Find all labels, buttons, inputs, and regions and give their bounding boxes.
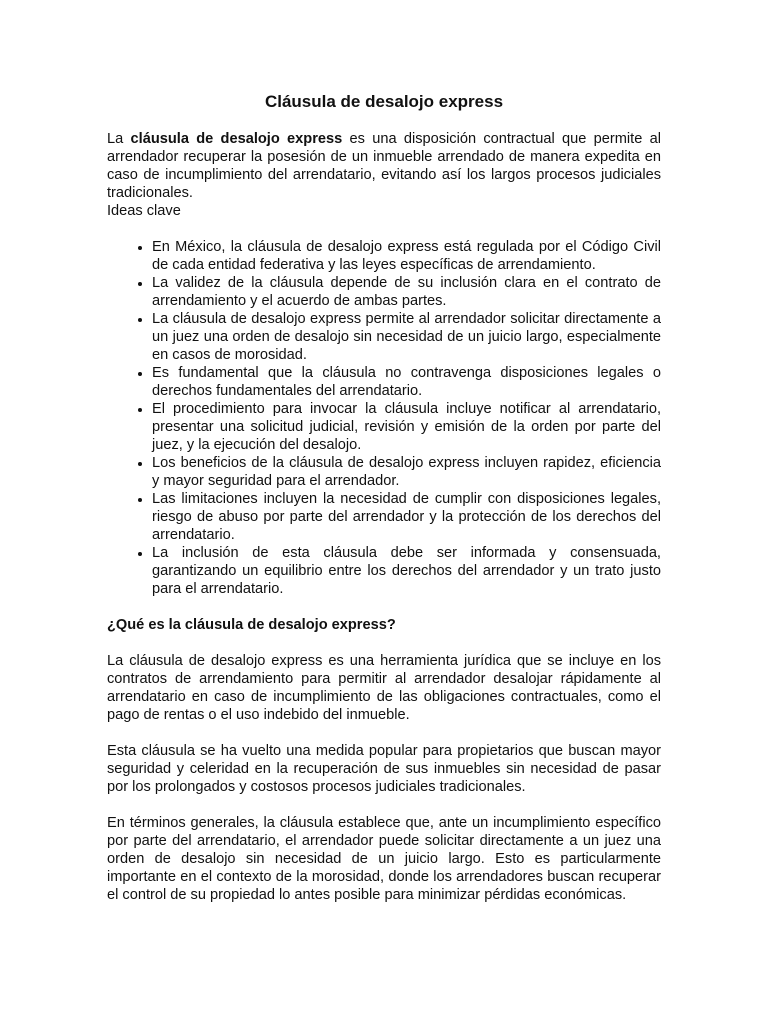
- section-paragraph: En términos generales, la cláusula establece que, ante un incumplimiento específico por parte del arrendatario, el arrendador puede solicitar directamente a un juez una orden de desalojo sin necesidad de un juicio largo. Esto es particularmente importante en el contexto de la morosidad, donde los arrendadores buscan recuperar el control de su propiedad lo antes posible para minimizar pérdidas económicas.: [107, 815, 661, 903]
- list-item: • La validez de la cláusula depende de su inclusión clara en el contrato de arrendamiento y el acuerdo de ambas partes.: [152, 274, 661, 310]
- section-heading: ¿Qué es la cláusula de desalojo express?: [107, 617, 396, 633]
- list-item: • La inclusión de esta cláusula debe ser informada y consensuada, garantizando un equilibrio entre los derechos del arrendador y un trato justo para el arrendatario.: [152, 544, 661, 598]
- intro-text-after: es una disposición contractual que permite al arrendador recuperar la posesión de un inmueble arrendado de manera expedita en caso de incumplimiento del arrendatario, evitando así los largos procesos judiciales tradicionales.: [107, 131, 661, 201]
- intro-text-bold: cláusula de desalojo express: [130, 131, 343, 147]
- list-item: • Los beneficios de la cláusula de desalojo express incluyen rapidez, eficiencia y mayor seguridad para el arrendador.: [152, 454, 661, 490]
- document-title: Cláusula de desalojo express: [264, 92, 504, 111]
- section-paragraph: La cláusula de desalojo express es una herramienta jurídica que se incluye en los contratos de arrendamiento para permitir al arrendador desalojar rápidamente al arrendatario en caso de incumplimiento de las obligaciones contractuales, como el pago de rentas o el uso indebido del inmueble.: [107, 653, 661, 723]
- list-item: • Las limitaciones incluyen la necesidad de cumplir con disposiciones legales, riesgo de abuso por parte del arrendador y la protección de los derechos del arrendatario.: [152, 490, 661, 544]
- key-ideas-list: [107, 238, 661, 598]
- list-item: • Es fundamental que la cláusula no contravenga disposiciones legales o derechos fundamentales del arrendatario.: [152, 364, 661, 400]
- list-item: • En México, la cláusula de desalojo express está regulada por el Código Civil de cada entidad federativa y las leyes específicas de arrendamiento.: [152, 238, 661, 274]
- list-item: • La cláusula de desalojo express permite al arrendador solicitar directamente a un juez una orden de desalojo sin necesidad de un juicio largo, especialmente en casos de morosidad.: [152, 310, 661, 364]
- list-item: • El procedimiento para invocar la cláusula incluye notificar al arrendatario, presentar una solicitud judicial, revisión y emisión de la orden por parte del juez, y la ejecución del desalojo.: [152, 400, 661, 454]
- section-paragraph: Esta cláusula se ha vuelto una medida popular para propietarios que buscan mayor seguridad y celeridad en la recuperación de sus inmuebles sin necesidad de pasar por los prolongados y costosos procesos judiciales tradicionales.: [107, 743, 661, 795]
- intro-text-before: La: [107, 131, 131, 147]
- ideas-label: Ideas clave: [107, 203, 181, 219]
- intro-paragraph: [107, 130, 661, 202]
